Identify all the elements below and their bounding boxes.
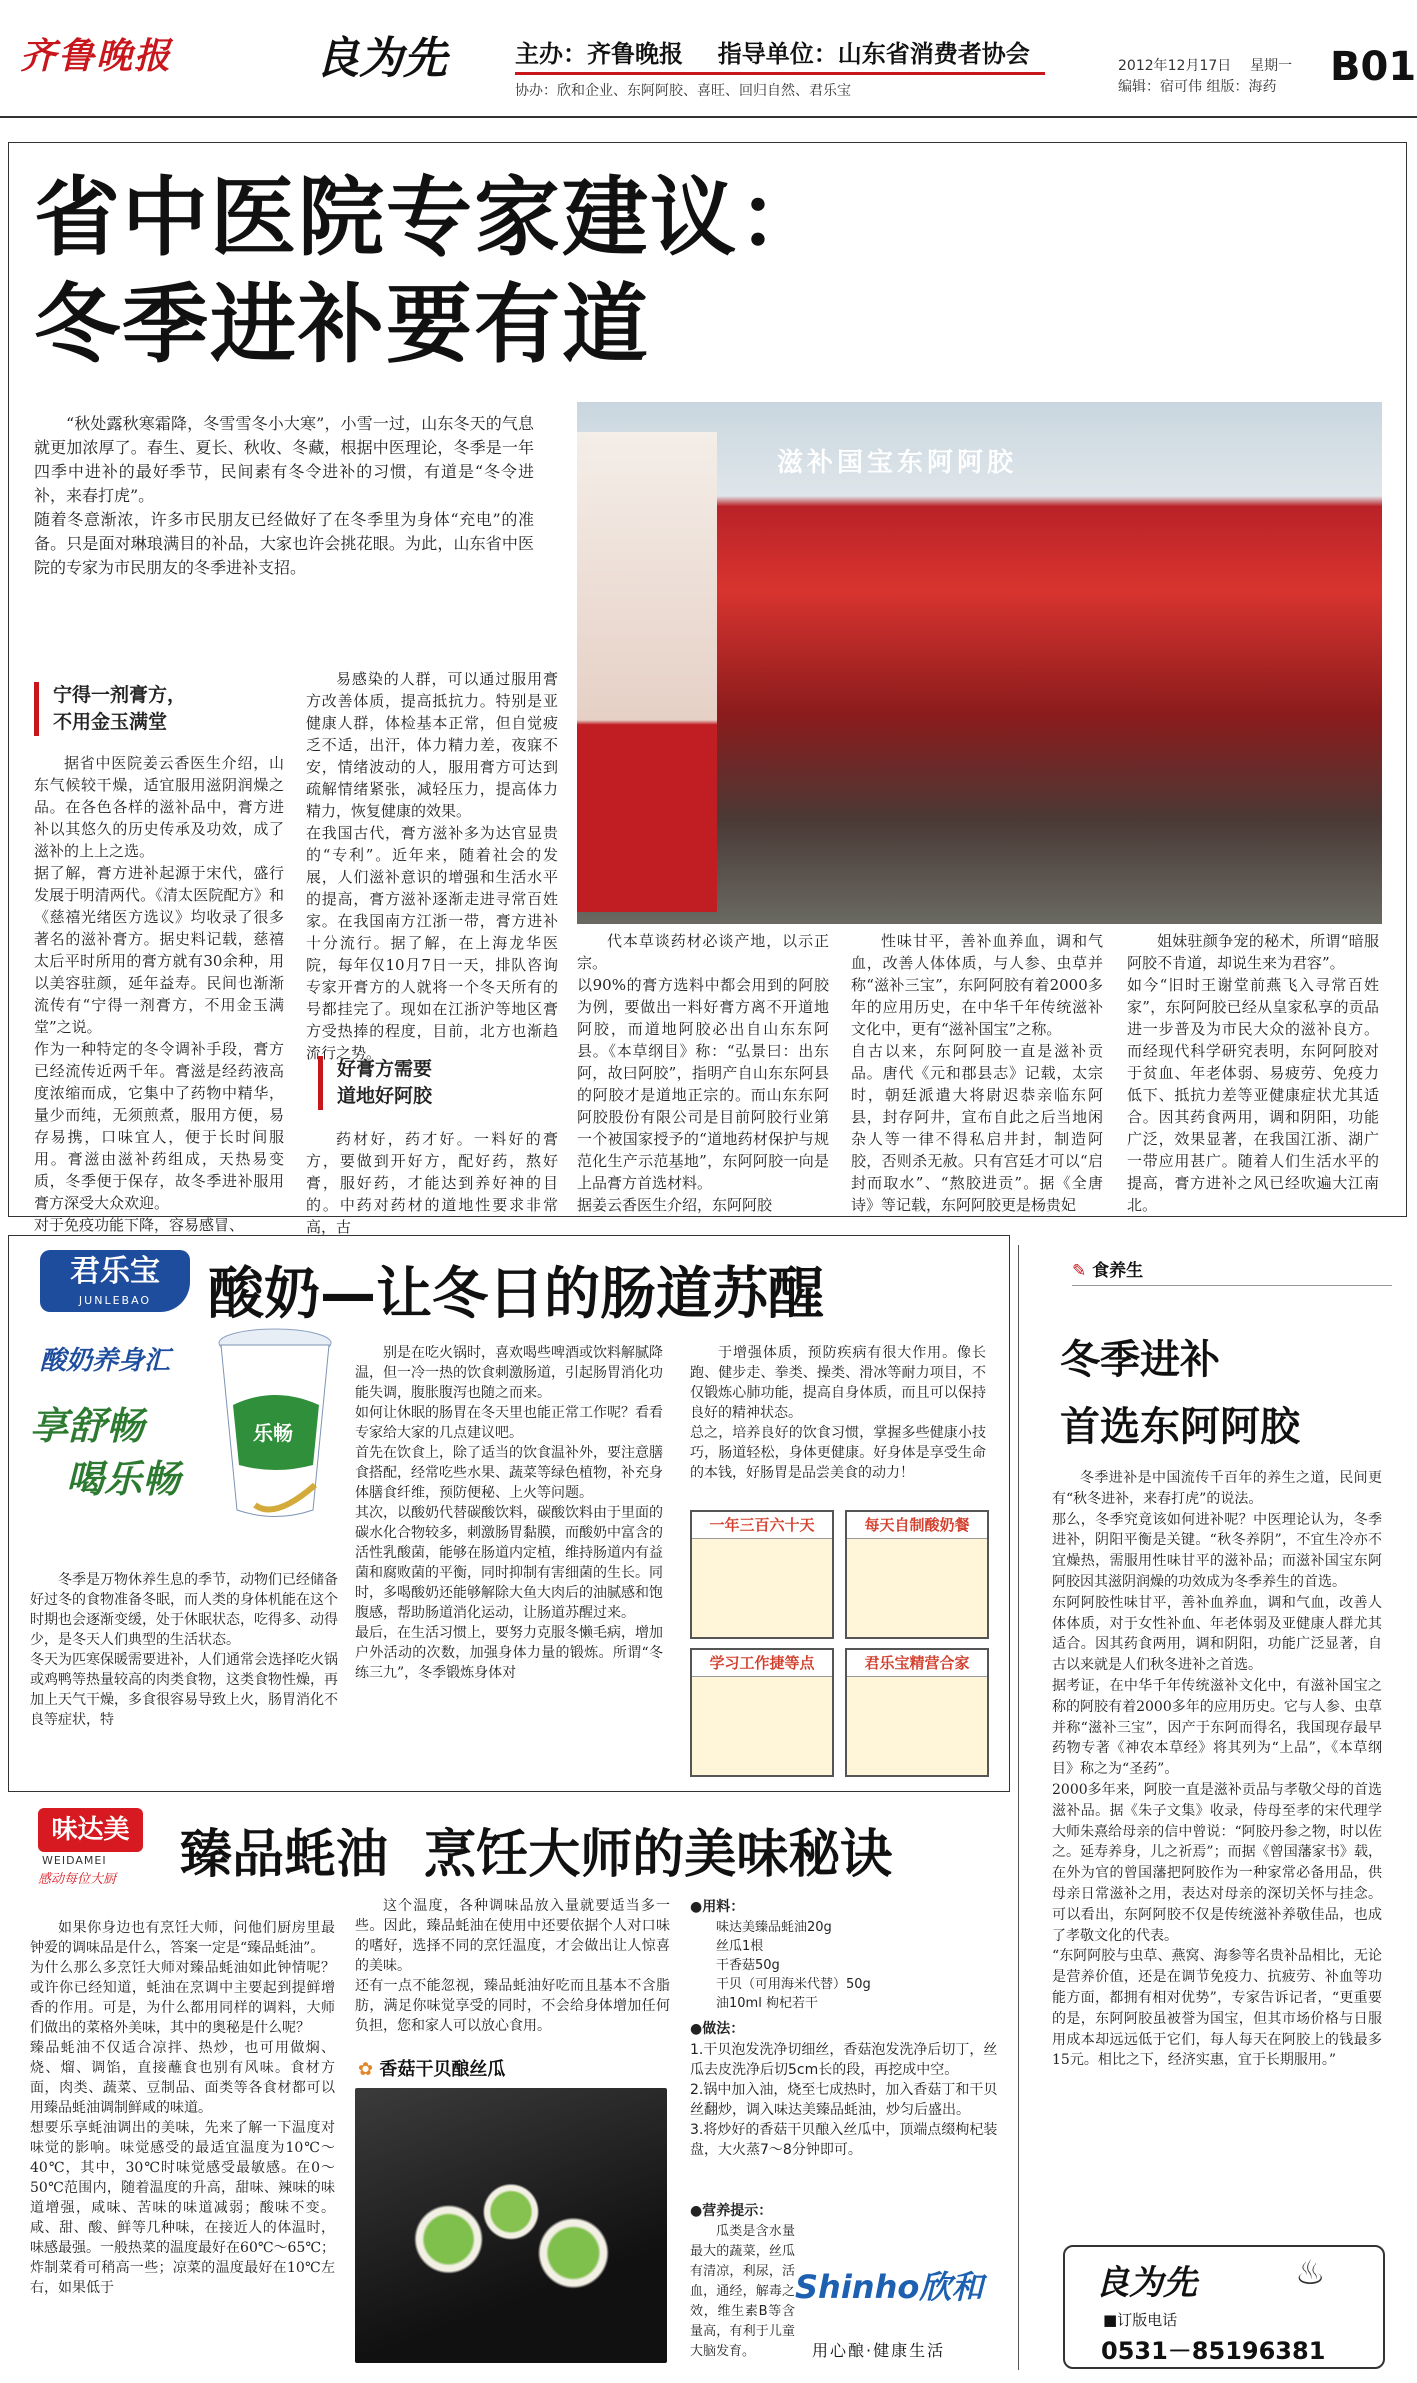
tips-label: ●营养提示：: [690, 2203, 773, 2219]
hotline-label: [1103, 2309, 1177, 2330]
event-photo: [577, 402, 1382, 924]
recipe-flower-icon: ✿: [358, 2059, 374, 2080]
weidamei-tagline: 感动每位大厨: [38, 1872, 117, 1887]
main-headline-line1: 省中医院专家建议：: [34, 168, 826, 268]
paper-name-logo: 齐鲁晚报: [20, 35, 173, 77]
sidebar-headline-line1: 冬季进补: [1060, 1337, 1220, 1383]
article-col-1: 据省中医院姜云香医生介绍，山东气候较干燥，适宜服用滋阴润燥之品。在各色各样的滋补品中，膏方进补以其悠久的历史传承及功效，成了滋补的上上之选。 据了解，膏方进补起源于宋代，盛行发展于明清两代。《清太医院配方》和《慈禧光绪医方选议》均收录了很多著名的滋补膏方。据史料记载，慈禧太后平时所用的膏方就有30余种，用以美容驻颜，延年益寿。民间也渐渐流传有“宁得一剂膏方，不用金玉满堂”之说。 作为一种特定的冬令调补手段，膏方已经流传近两千年。膏滋是经药液高度浓缩而成，它集中了药物中精华，量少而纯，无须煎煮，服用方便，易存易携，口味宜人，便于长时间服用。膏滋由滋补药组成，天热易变质，冬季便于保存，故冬季进补服用膏方深受大众欢迎。 对于免疫功能下降，容易感冒、: [34, 754, 284, 1234]
hotline-bullet-icon: ■: [1103, 2311, 1118, 2329]
junlebao-slogan-1: 酸奶养身汇: [40, 1346, 171, 1376]
shinho-logo: Shinho欣和: [795, 2268, 984, 2306]
weidamei-headline: 臻品蚝油 烹饪大师的美味秘诀: [180, 1825, 893, 1885]
recipe-photo: [355, 2088, 667, 2363]
masthead-bottom-rule: [0, 116, 1417, 118]
organizer-label: 主办：齐鲁晚报: [515, 40, 683, 68]
steam-icon: ♨: [1295, 2253, 1326, 2293]
hotline-box: [1063, 2245, 1385, 2369]
article-col-5: 姐妹驻颜争宠的秘术，所谓“暗服阿胶不肯道，却说生来为君容”。 如今“旧时王谢堂前燕飞入寻常百姓家”，东阿阿胶已经从皇家私享的贡品进一步普及为市民大众的滋补良方。而经现代科学研究表明，东阿阿胶对于贫血、年老体弱、易疲劳、免疫力低下、抵抗力差等亚健康症状尤其适合。因其药食两用，调和阴阳，功能广泛，效果显著，在我国江浙、湖广一带应用甚广。随着人们生活水平的提高，膏方进补之风已经吹遍大江南北。: [1127, 932, 1379, 1214]
materials-label: ●用料：: [690, 1899, 745, 1915]
sidebar-tag-icon: ✎: [1072, 1261, 1087, 1281]
subhead-1: [34, 682, 186, 736]
weidamei-col-1: 如果你身边也有烹饪大师，问他们厨房里最钟爱的调味品是什么，答案一定是“臻品蚝油”。 为什么那么多烹饪大师对臻品蚝油如此钟情呢？或许你已经知道，蚝油在烹调中主要起到提鲜增香的作用。可是，为什么都用同样的调料，大师们做出的菜格外美味，其中的奥秘是什么呢？ 臻品蚝油不仅适合凉拌、热炒，也可用做焖、烧、熘、调馅，直接蘸食也别有风味。食材方面，肉类、蔬菜、豆制品、面类等各食材都可以用臻品蚝油调制鲜咸的味道。 想要乐享蚝油调出的美味，先来了解一下温度对味觉的影响。味觉感受的最适宜温度为10℃～40℃，其中，30℃时味觉感受最敏感。在0～50℃范围内，随着温度的升高，甜味、辣味的味道增强，咸味、苦味的味道减弱；酸味不变。咸、甜、酸、鲜等几种味，在接近人的体温时，味感最强。一般热菜的温度最好在60℃～65℃；炸制菜肴可稍高一些；凉菜的温度最好在10℃左右，如果低于: [30, 1920, 335, 2296]
editors-line: 编辑：宿可伟 组版：海药: [1118, 79, 1277, 95]
subhead-2: [318, 1056, 432, 1110]
date-line: [1118, 55, 1292, 75]
sidebar-headline-line2: 首选东阿阿胶: [1060, 1404, 1300, 1450]
weidamei-brand: 味达美: [38, 1808, 143, 1852]
junlebao-col-1: 冬季是万物休养生息的季节，动物们已经储备好过冬的食物准备冬眠，而人类的身体机能在这个时期也会逐渐变缓，处于休眠状态，吃得多、动得少，是冬天人们典型的生活状态。 冬天为匹寒保暖需要进补，人们通常会选择吃火锅或鸡鸭等热量较高的肉类食物，这类食物性燥，再加上天气干燥，多食很容易导致上火，肠胃消化不良等症状，特: [30, 1572, 338, 1728]
photo-spokesmodel-poster: [577, 432, 717, 912]
weidamei-logo: [38, 1808, 163, 1887]
organizer-text: [515, 34, 1030, 69]
materials-list: 味达美臻品蚝油20g 丝瓜1根 干香菇50g 干贝（可用海米代替）50g 油10ml 枸杞若干: [716, 1920, 871, 2011]
comic-panel-3: [690, 1648, 834, 1777]
sidebar-tag-label: 食养生: [1092, 1261, 1144, 1281]
junlebao-logo: [40, 1250, 190, 1312]
yogurt-product-label: 乐畅: [253, 1421, 293, 1445]
article-col-2b: 药材好，药才好。一料好的膏方，要做到开好方，配好药，熬好膏，服好药，才能达到养好神的目的。中药对药材的道地性要求非常高，古: [306, 1130, 558, 1236]
junlebao-col-2: 别是在吃火锅时，喜欢喝些啤酒或饮料解腻降温，但一冷一热的饮食刺激肠道，引起肠胃消化功能失调，腹胀腹泻也随之而来。 如何让休眠的肠胃在冬天里也能正常工作呢？看看专家给大家的几点建议吧。 首先在饮食上，除了适当的饮食温补外，要注意膳食搭配，经常吃些水果、蔬菜等绿色植物，补充身体膳食纤维，预防便秘、上火等问题。 其次，以酸奶代替碳酸饮料，碳酸饮料由于里面的碳水化合物较多，刺激肠胃黏膜，而酸奶中富含的活性乳酸菌，能够在肠道内定植，维持肠道内有益菌和腐败菌的平衡，同时抑制有害细菌的生长。同时，多喝酸奶还能够解除大鱼大肉后的油腻感和饱腹感，帮助肠道消化运动，让肠道苏醒过来。 最后，在生活习惯上，要努力克服冬懒毛病，增加户外活动的次数，加强身体力量的锻炼。所谓“冬练三九”，冬季锻炼身体对: [355, 1345, 663, 1681]
yogurt-cup-image: [215, 1325, 335, 1525]
method-label: ●做法：: [690, 2021, 745, 2037]
comic-panel-2: [845, 1510, 989, 1639]
comic-caption-4: 君乐宝精营合家: [847, 1650, 987, 1677]
partners-text: 协办：欣和企业、东阿阿胶、喜旺、回归自然、君乐宝: [515, 83, 851, 99]
article-col-2a: 易感染的人群，可以通过服用膏方改善体质，提高抵抗力。特别是亚健康人群，体检基本正常，但自觉疲乏不适，出汗，体力精力差，夜寐不安，情绪波动的人，服用膏方可达到疏解情绪紧张，减轻压力，提高体力精力，恢复健康的效果。 在我国古代，膏方滋补多为达官显贵的“专利”。近年来，随着社会的发展，人们滋补意识的增强和生活水平的提高，膏方滋补逐渐走进寻常百姓家。在我国南方江浙一带，膏方进补十分流行。据了解，在上海龙华医院，每年仅10月7日一天，排队咨询专家开膏方的人就将一个冬天所有的号都挂完了。现如在江浙沪等地区膏方受热捧的程度，目前，北方也渐趋流行之势。: [306, 670, 558, 1062]
junlebao-slogan-3: 喝乐畅: [66, 1457, 181, 1501]
tips-text: 瓜类是含水量最大的蔬菜，丝瓜有清凉，利尿，活血，通经，解毒之效，维生素B等含量高，有利于儿童大脑发育。: [690, 2224, 795, 2359]
masthead-rule: [515, 72, 1045, 75]
junlebao-brand: 君乐宝: [70, 1254, 160, 1289]
sidebar-divider: [1018, 1245, 1019, 2370]
recipe-title: [358, 2055, 505, 2081]
sidebar-tag-rule: [1072, 1285, 1392, 1286]
comic-caption-3: 学习工作捷等点: [692, 1650, 832, 1677]
subhead-2-line2: 道地好阿胶: [337, 1085, 433, 1107]
column-logo: 良为先: [315, 33, 447, 84]
sidebar-text: 冬季进补是中国流传千百年的养生之道，民间更有“秋冬进补，来春打虎”的说法。 那么，冬季究竟该如何进补呢？中医理论认为，冬季进补，阴阳平衡是关键。“秋冬养阴”，不宜生冷亦不宜燥热，需服用性味甘平的滋补品；而滋补国宝东阿阿胶因其滋阴润燥的功效成为冬季养生的首选。 东阿阿胶性味甘平，善补血养血，调和气血，改善人体体质，对于女性补血、年老体弱及亚健康人群尤其适合。因其药食两用，调和阴阳，功能广泛显著，自古以来就是人们秋冬进补之首选。 据考证，在中华千年传统滋补文化中，有滋补国宝之称的阿胶有着2000多年的应用历史。它与人参、虫草并称“滋补三宝”，因产于东阿而得名，我国现存最早药物专著《神农本草经》将其列为“上品”，《本草纲目》称之为“圣药”。 2000多年来，阿胶一直是滋补贡品与孝敬父母的首选滋补品。据《朱子文集》收录，侍母至孝的宋代理学大师朱熹给母亲的信中曾说：“阿胶丹参之物，时以佐之。延寿养身，儿之祈焉”；而据《曾国藩家书》载，在外为官的曾国藩把阿胶作为一种家常必备用品，供母亲日常滋补之用，表达对母亲的深切关怀与挂念。可以看出，东阿阿胶不仅是传统滋补养敬佳品，也成了孝敬文化的代表。 “东阿阿胶与虫草、燕窝、海参等名贵补品相比，无论是营养价值，还是在调节免疫力、抗疲劳、补血等功能方面，都拥有相对优势”，专家告诉记者，“更重要的是，东阿阿胶虽被誉为国宝，但其市场价格与日服用成本却远远低于它们，每人每天在阿胶上的钱最多15元。相比之下，经济实惠，宜于长期服用。”: [1052, 1470, 1382, 2069]
subhead-1-line2: 不用金玉满堂: [53, 711, 168, 733]
page-number: B01: [1330, 44, 1417, 90]
method-steps: 1.干贝泡发洗净切细丝，香菇泡发洗净后切丁，丝瓜去皮洗净后切5cm长的段，再挖成中空。 2.锅中加入油，烧至七成热时，加入香菇丁和干贝丝翻炒，调入味达美臻品蚝油，炒匀后盛出。 3.将炒好的香菇干贝酿入丝瓜中，顶端点缀枸杞装盘，大火蒸7～8分钟即可。: [690, 2042, 998, 2158]
weidamei-brand-en: WEIDAMEI: [42, 1854, 107, 1867]
comic-panel-1: [690, 1510, 834, 1639]
subhead-1-line1: 宁得一剂膏方，: [53, 684, 187, 706]
shinho-slogan: 用心酿·健康生活: [812, 2341, 946, 2360]
comic-caption-2: 每天自制酸奶餐: [847, 1512, 987, 1539]
comic-caption-1: 一年三百六十天: [692, 1512, 832, 1539]
sidebar-tag: [1072, 1256, 1143, 1281]
masthead: [0, 0, 1417, 118]
article-col-4: 性味甘平，善补血养血，调和气血，改善人体体质，与人参、虫草并称“滋补三宝”，东阿阿胶有着2000多年的应用历史，在中华千年传统滋补文化中，更有“滋补国宝”之称。 自古以来，东阿阿胶一直是滋补贡品。唐代《元和郡县志》记载，太宗时，朝廷派遣大将尉迟恭亲临东阿县，封存阿井，宣布自此之后当地闲杂人等一律不得私启井封，制造阿胶，否则杀无赦。只有宫廷才可以“启封而取水”、“熬胶进贡”。据《全唐诗》等记载，东阿阿胶更是杨贵妃: [851, 932, 1103, 1214]
main-headline-line2: 冬季进补要有道: [34, 275, 650, 375]
hotline-number: 0531－85196381: [1101, 2337, 1326, 2365]
photo-banner-text: 滋补国宝东阿阿胶: [777, 448, 1018, 478]
hotline-box-logo: 良为先: [1095, 2263, 1197, 2303]
junlebao-slogan-2: 享舒畅: [30, 1404, 145, 1448]
recipe-title-text: 香菇干贝酿丝瓜: [379, 2059, 506, 2080]
subhead-2-line1: 好膏方需要: [337, 1058, 433, 1080]
weidamei-col-2: 这个温度，各种调味品放入量就要适当多一些。因此，臻品蚝油在使用中还要依据个人对口味的嗜好，选择不同的烹饪温度，才会做出让人惊喜的美味。 还有一点不能忽视，臻品蚝油好吃而且基本不含脂肪，满足你味觉享受的同时，不会给身体增加任何负担，您和家人可以放心食用。: [355, 1898, 670, 2034]
junlebao-brand-en: JUNLEBAO: [78, 1294, 152, 1307]
hotline-label-text: 订版电话: [1117, 2311, 1178, 2329]
article-col-3: 代本草谈药材必谈产地，以示正宗。 以90%的膏方选料中都会用到的阿胶为例，要做出一料好膏方离不开道地阿胶，而道地阿胶必出自山东东阿县。《本草纲目》称：“弘景曰：出东阿，故曰阿胶”，指明产自山东东阿县的阿胶才是道地正宗的。而山东东阿阿胶股份有限公司是目前阿胶行业第一个被国家授予的“道地药材保护与规范化生产示范基地”，东阿阿胶一向是上品膏方首选材料。 据姜云香医生介绍，东阿阿胶: [577, 932, 829, 1214]
issue-date: 2012年12月17日: [1118, 58, 1232, 74]
guide-label: 指导单位：山东省消费者协会: [717, 40, 1030, 68]
junlebao-headline: 酸奶—让冬日的肠道苏醒: [208, 1262, 824, 1327]
issue-weekday: 星期一: [1250, 58, 1293, 74]
comic-panel-4: [845, 1648, 989, 1777]
article-lead: “秋处露秋寒霜降，冬雪雪冬小大寒”，小雪一过，山东冬天的气息就更加浓厚了。春生、夏长、秋收、冬藏，根据中医理论，冬季是一年四季中进补的最好季节，民间素有冬令进补的习惯，有道是“冬令进补，来春打虎”。 随着冬意渐浓，许多市民朋友已经做好了在冬季里为身体“充电”的准备。只是面对琳琅满目的补品，大家也许会挑花眼。为此，山东省中医院的专家为市民朋友的冬季进补支招。: [34, 414, 534, 577]
junlebao-col-3: 于增强体质，预防疾病有很大作用。像长跑、健步走、拳类、操类、滑冰等耐力项目，不仅锻炼心肺功能，提高自身体质，而且可以保持良好的精神状态。 总之，培养良好的饮食习惯，掌握多些健康小技巧，肠道轻松，身体更健康。好身体是享受生命的本钱，好肠胃是品尝美食的动力！: [690, 1345, 986, 1481]
